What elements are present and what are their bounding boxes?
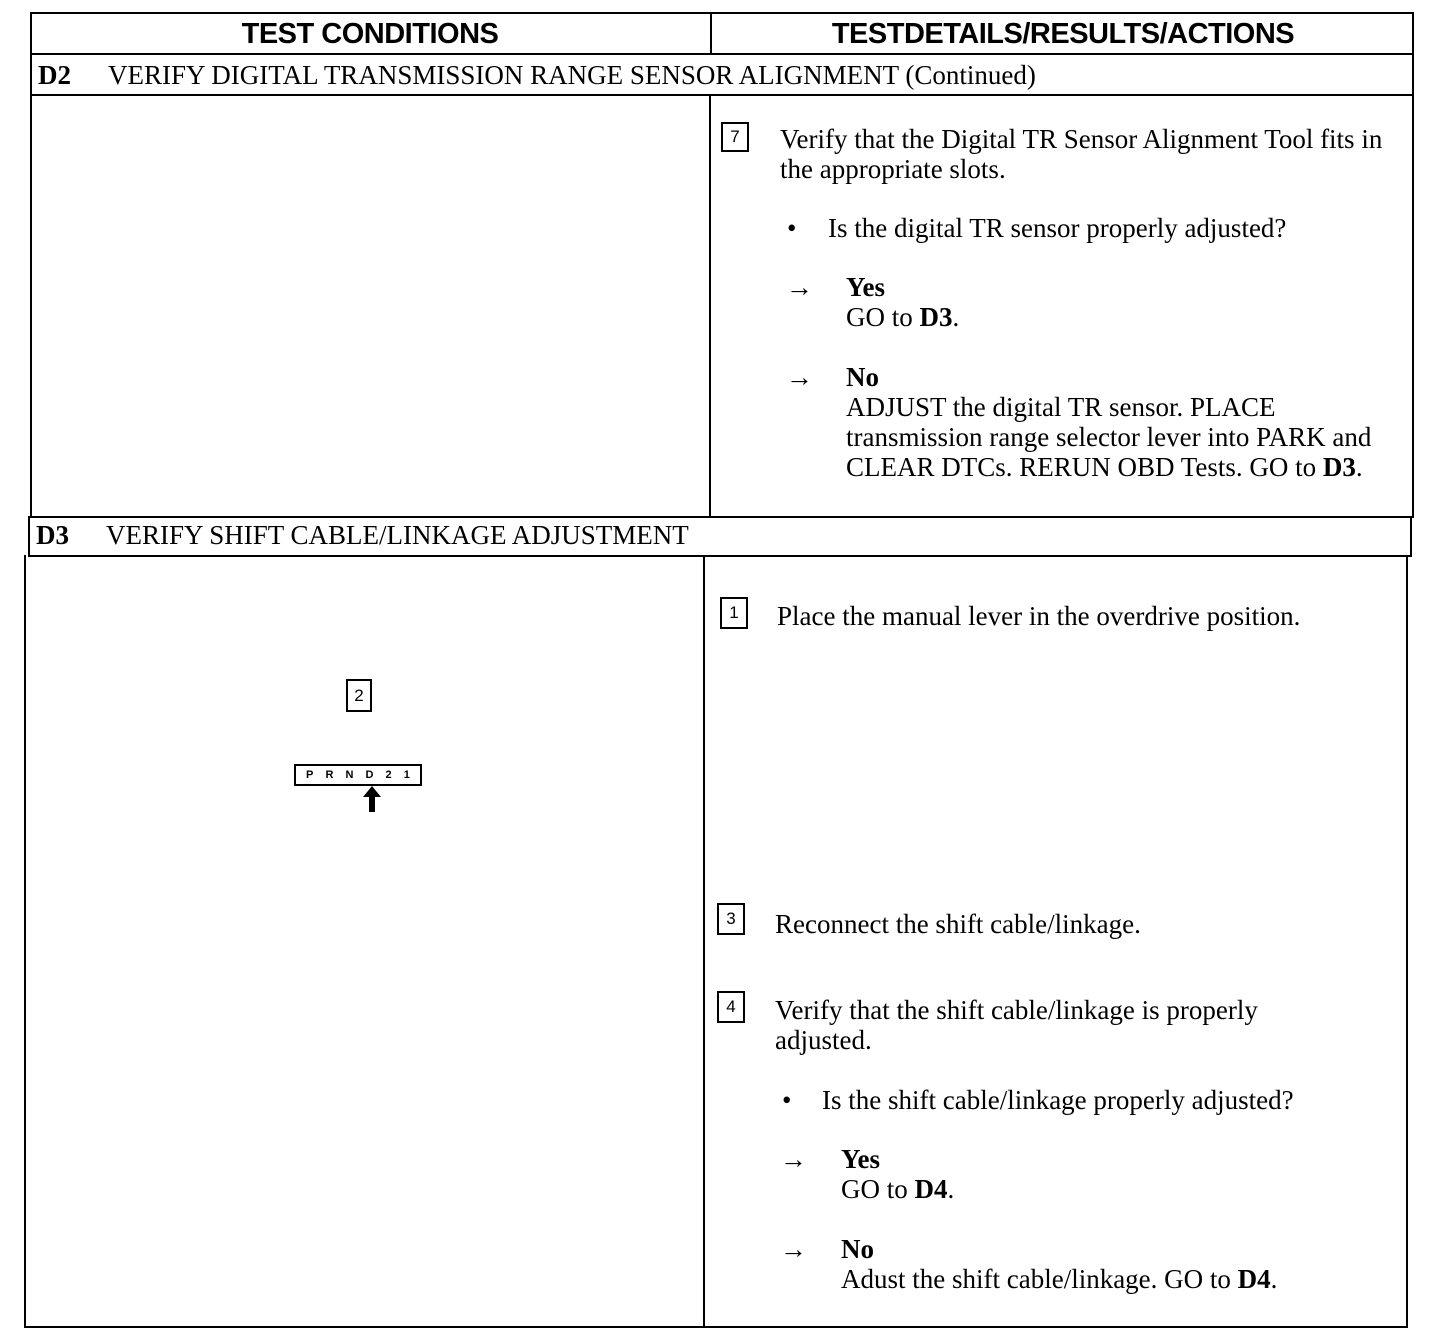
gear-n: N [345,769,354,781]
d2-column-divider [709,94,711,518]
step-4-bullet: • [782,1085,792,1115]
header-test-details: TESTDETAILS/RESULTS/ACTIONS [831,17,1295,50]
header-test-conditions: TEST CONDITIONS [241,17,499,50]
step-4-question: Is the shift cable/linkage properly adjusted? [822,1085,1294,1115]
step-7-yes-target: D3 [919,302,953,332]
step-4-no-arrow: → [780,1234,807,1264]
pointer-arrow-icon [362,786,382,812]
d3-section-title [36,520,689,551]
d2-title: VERIFY DIGITAL TRANSMISSION RANGE SENSOR ALIGNMENT (Continued) [108,60,1036,90]
step-4-marker: 4 [717,991,745,1023]
d3-bottom-rule [24,1326,1408,1328]
step-7-text: Verify that the Digital TR Sensor Alignment Tool fits in the appropriate slots. [780,124,1383,184]
step-7-no-target: D3 [1322,452,1356,482]
step-7-no-action: ADJUST the digital TR sensor. PLACE transmission range selector lever into PARK and CLEAR DTCs. RERUN OBD Tests. GO to D3. [846,392,1372,482]
step-3-marker: 3 [717,903,745,935]
step-4-no-label: No [841,1234,874,1264]
step-3-text: Reconnect the shift cable/linkage. [775,909,1141,939]
d3-body-right-border [1406,555,1408,1328]
gear-selector-indicator [294,764,422,786]
d3-title-rule [28,555,1412,557]
step-4-no-target: D4 [1237,1264,1271,1294]
step-7-question: Is the digital TR sensor properly adjusted? [828,213,1287,243]
step-4-yes-action: GO to D4. [841,1174,955,1204]
step-4-yes-target: D4 [914,1174,948,1204]
gear-2: 2 [385,769,392,781]
d2-code: D2 [38,60,71,90]
step-7-yes-arrow: → [786,272,813,302]
d2-section-title [38,60,1036,91]
step-7-marker: 7 [721,122,749,152]
step-7-no-label: No [846,362,879,392]
gear-p: P [306,769,314,781]
d2-right-border [1412,53,1414,518]
gear-1: 1 [403,769,410,781]
step-7-yes-label: Yes [846,272,885,302]
step-4-yes-label: Yes [841,1144,880,1174]
d3-left-border [28,516,30,556]
d3-column-divider [703,555,705,1328]
gear-r: R [325,769,334,781]
step-7-bullet: • [787,213,797,243]
d3-body-left-border [24,555,26,1328]
step-2-marker: 2 [346,679,372,712]
d3-title: VERIFY SHIFT CABLE/LINKAGE ADJUSTMENT [106,520,689,550]
d2-title-rule [30,94,1414,96]
gear-d: D [365,769,374,781]
d2-left-border [30,53,32,518]
step-4-text: Verify that the shift cable/linkage is properly adjusted. [775,995,1258,1055]
step-7-no-arrow: → [786,362,813,392]
d3-code: D3 [36,520,69,550]
step-4-yes-arrow: → [780,1144,807,1174]
d3-top-rule [30,516,1414,518]
step-1-text: Place the manual lever in the overdrive position. [777,601,1301,631]
step-7-yes-action: GO to D3. [846,302,960,332]
step-4-no-action: Adust the shift cable/linkage. GO to D4. [841,1264,1278,1294]
step-1-marker: 1 [720,597,748,629]
d3-right-border [1410,516,1412,556]
